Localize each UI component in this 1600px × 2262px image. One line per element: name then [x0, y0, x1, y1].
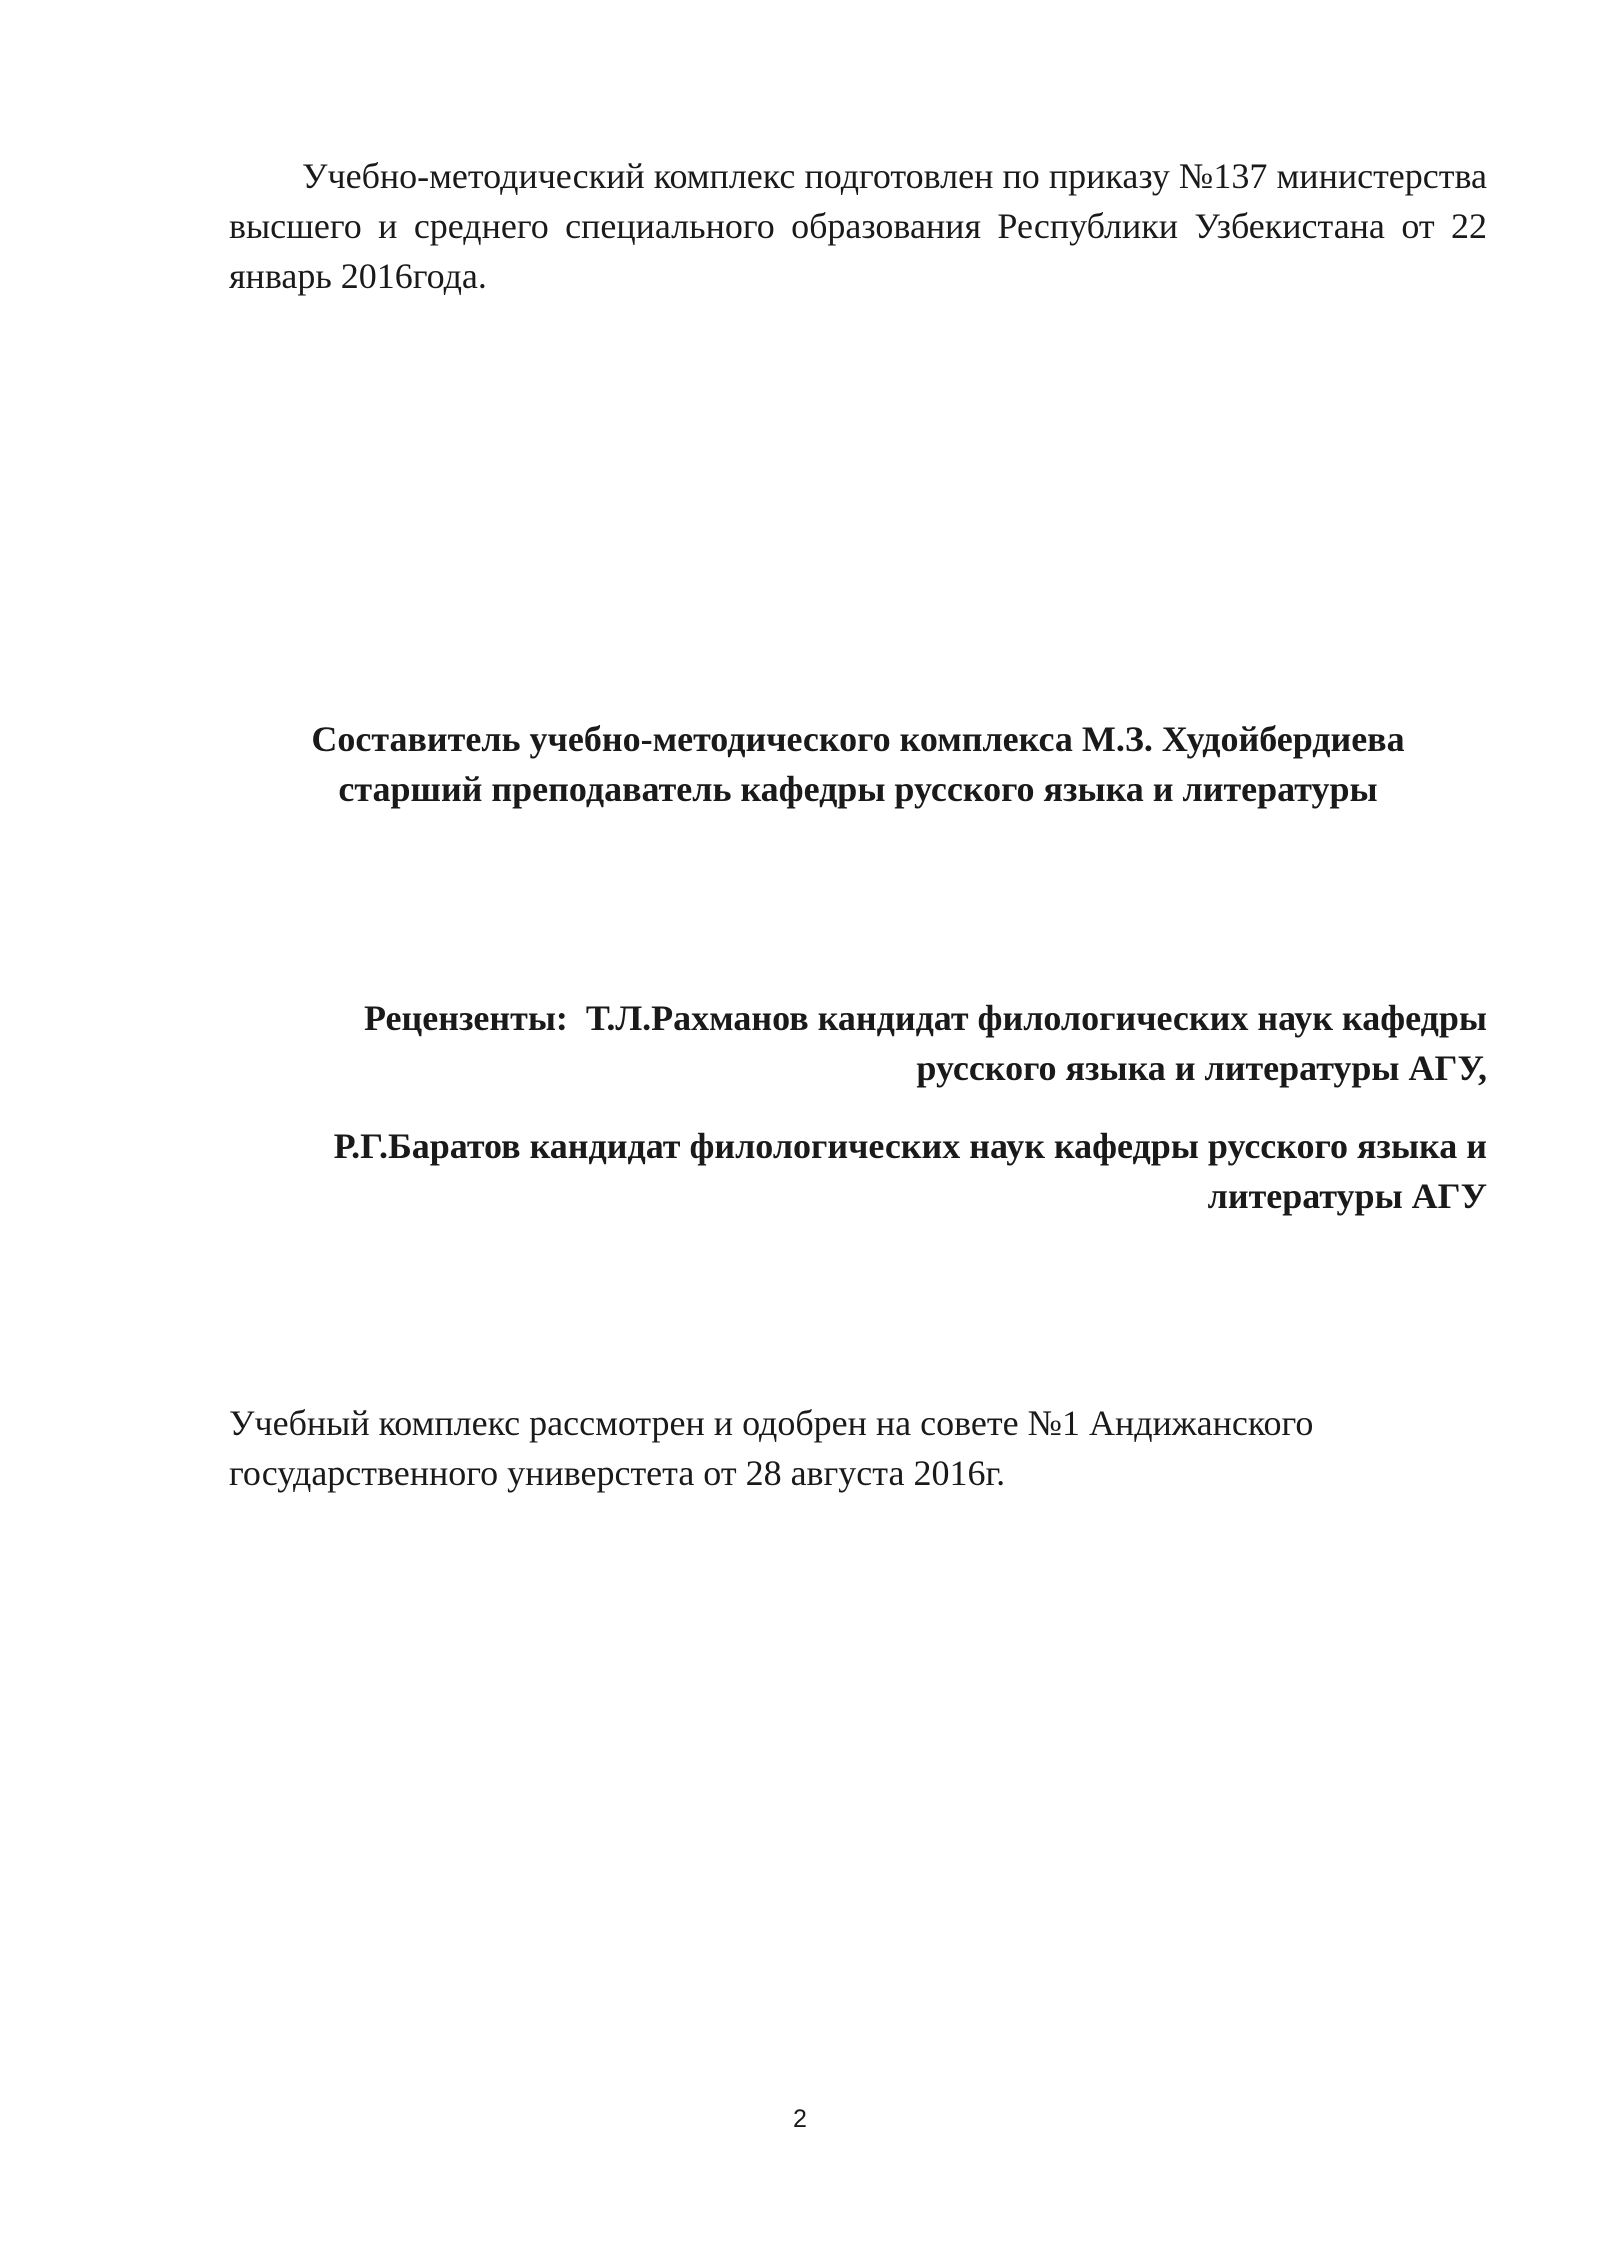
compiler-line-2: старший преподаватель кафедры русского языка и литературы — [338, 769, 1378, 809]
approval-line-2: государственного универстета от 28 августа 2016г. — [229, 1453, 1006, 1493]
approval-paragraph — [229, 1398, 1487, 1498]
compiler-line-1: Составитель учебно-методического комплекса М.З. Худойбердиева — [311, 719, 1405, 759]
approval-line-1: Учебный комплекс рассмотрен и одобрен на совете №1 Андижанского — [229, 1403, 1314, 1443]
intro-text: Учебно-методический комплекс подготовлен по приказу №137 министерства высшего и среднего специального образования Республики Узбекистана от 22 январь 2016года. — [229, 156, 1487, 296]
reviewer-1-line-2: русского языка и литературы АГУ, — [916, 1048, 1487, 1088]
reviewer-2-line-1: Р.Г.Баратов кандидат филологических наук кафедры русского языка и — [333, 1126, 1487, 1166]
reviewer-1-block — [229, 993, 1487, 1093]
reviewer-2-block — [229, 1121, 1487, 1221]
reviewer-2-line-2: литературы АГУ — [1207, 1176, 1487, 1216]
compiler-block — [229, 714, 1487, 814]
reviewer-1-line-1: Рецензенты: Т.Л.Рахманов кандидат филологических наук кафедры — [363, 998, 1487, 1038]
intro-paragraph — [229, 151, 1487, 301]
page-number: 2 — [793, 2105, 807, 2133]
